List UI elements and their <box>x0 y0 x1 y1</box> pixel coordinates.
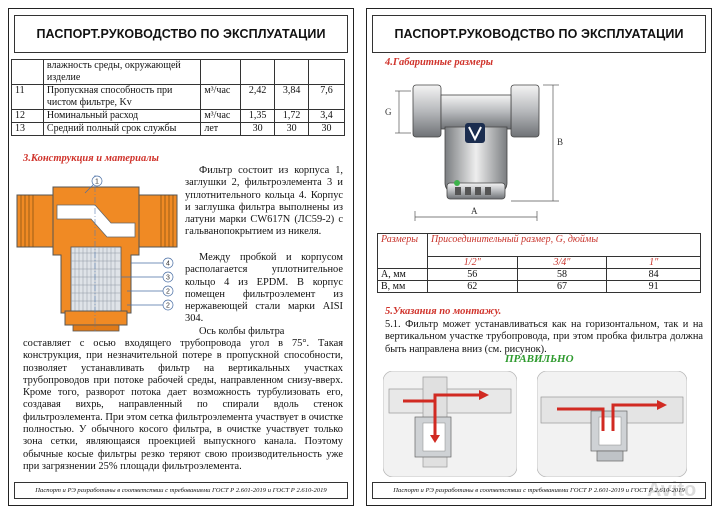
row-num: 12 <box>12 110 44 123</box>
cell: 62 <box>427 281 517 293</box>
row-v1 <box>241 60 275 85</box>
filter-cross-section-diagram <box>15 173 183 333</box>
row-v1: 30 <box>241 123 275 136</box>
table-row <box>378 281 701 293</box>
row-v1: 2,42 <box>241 85 275 110</box>
row-v3: 30 <box>309 123 345 136</box>
table-row <box>378 269 701 281</box>
cell: 84 <box>607 269 701 281</box>
table-row <box>378 234 701 257</box>
row-unit: м³/час <box>201 110 241 123</box>
dim-label-a: A <box>471 206 478 216</box>
install-horizontal-diagram <box>383 371 517 477</box>
row-v3: 3,4 <box>309 110 345 123</box>
row-label: A, мм <box>378 269 428 281</box>
row-v2 <box>275 60 309 85</box>
row-unit: м³/час <box>201 85 241 110</box>
row-v2: 30 <box>275 123 309 136</box>
row-name: Номинальный расход <box>43 110 200 123</box>
filter-dimensions-diagram <box>381 71 701 227</box>
row-num: 13 <box>12 123 44 136</box>
size-col: 1/2" <box>427 257 517 269</box>
install-vertical-diagram <box>537 371 687 477</box>
row-num: 11 <box>12 85 44 110</box>
right-page-footer: Паспорт и РЭ разработаны в соответствии с требованиями ГОСТ Р 2.601-2019 и ГОСТ Р 2.610-2019 <box>372 482 706 499</box>
row-v3: 7,6 <box>309 85 345 110</box>
section-3-title: 3.Конструкция и материалы <box>23 153 159 164</box>
dim-label-g: G <box>385 107 392 117</box>
construction-para-1: Фильтр состоит из корпуса 1, заглушки 2, фильтроэлемента 3 и уплотнительного кольца 4. Корпус и заглушка фильтра выполнены из латуни марки CW617N (ЛС59-2) с гальванопокрытием из никеля. <box>185 165 343 238</box>
col-header-group: Присоединительный размер, G, дюймы <box>427 234 700 257</box>
cell: 56 <box>427 269 517 281</box>
right-page-header: ПАСПОРТ.РУКОВОДСТВО ПО ЭКСПЛУАТАЦИИ <box>372 15 706 53</box>
col-header-sizes: Размеры <box>378 234 428 269</box>
row-v3 <box>309 60 345 85</box>
callout-2b: 2 <box>166 302 170 310</box>
row-v1: 1,35 <box>241 110 275 123</box>
callout-1: 1 <box>95 178 99 186</box>
right-page <box>366 8 712 506</box>
cell: 91 <box>607 281 701 293</box>
row-name: влажность среды, окружающей изделие <box>43 60 200 85</box>
construction-para-3: Ось колбы фильтра <box>199 326 285 337</box>
left-page <box>8 8 354 506</box>
table-row <box>12 85 345 110</box>
row-unit: лет <box>201 123 241 136</box>
section-5-title: 5.Указания по монтажу. <box>385 306 502 317</box>
table-row <box>12 110 345 123</box>
construction-para-2: Между пробкой и корпусом располагается уплотнительное кольцо 4 из EPDM. В корпус помещен фильтроэлемент из нержавеющей стали марки AISI 304. <box>185 252 343 325</box>
size-col: 1" <box>607 257 701 269</box>
callout-4: 4 <box>166 260 170 268</box>
row-v2: 1,72 <box>275 110 309 123</box>
row-name: Средний полный срок службы <box>43 123 200 136</box>
left-page-footer: Паспорт и РЭ разработаны в соответствии с требованиями ГОСТ Р 2.601-2019 и ГОСТ Р 2.610-2019 <box>14 482 348 499</box>
section-4-title: 4.Габаритные размеры <box>385 57 494 68</box>
table-row <box>12 60 345 85</box>
callout-2: 2 <box>166 288 170 296</box>
row-label: B, мм <box>378 281 428 293</box>
cell: 67 <box>517 281 607 293</box>
spec-table <box>11 59 345 136</box>
watermark-text: Avito <box>647 479 697 501</box>
dim-label-b: B <box>557 137 564 147</box>
callout-3: 3 <box>166 274 170 282</box>
table-row <box>12 123 345 136</box>
cell: 58 <box>517 269 607 281</box>
row-unit <box>201 60 241 85</box>
correct-label: ПРАВИЛЬНО <box>505 353 574 365</box>
row-num <box>12 60 44 85</box>
row-v2: 3,84 <box>275 85 309 110</box>
size-col: 3/4" <box>517 257 607 269</box>
construction-para-4: составляет с осью входящего трубопровода угол в 75°. Такая конструкция, при незначительной потере в пропускной способности, позволяет устанавливать фильтр на вертикальных участках трубопроводов при потоке рабочей среды, направленном снизу-вверх. Кроме того, разворот потока дает возможность турбулизовать его, создавая вихрь, направленный по спирали вдоль стенок фильтроэлемента. При этом сетка фильтроэлемента участвует в очистке полностью. У обычного косого фильтра, в очистке участвует только зона сетки, являющаяся проекцией выпускного канала. Поэтому обычные косые фильтры резко теряют свою производительность уже при загрязнении 25% площади фильтроэлемента. <box>23 338 343 472</box>
row-name: Пропускная способность при чистом фильтре, Kv <box>43 85 200 110</box>
left-page-header: ПАСПОРТ.РУКОВОДСТВО ПО ЭКСПЛУАТАЦИИ <box>14 15 348 53</box>
install-text: 5.1. Фильтр может устанавливаться как на горизонтальном, так и на вертикальном участке трубопровода, при этом пробка фильтра должна быть направлена вниз (см. рисунок). <box>385 319 703 355</box>
dimensions-table <box>377 233 701 293</box>
